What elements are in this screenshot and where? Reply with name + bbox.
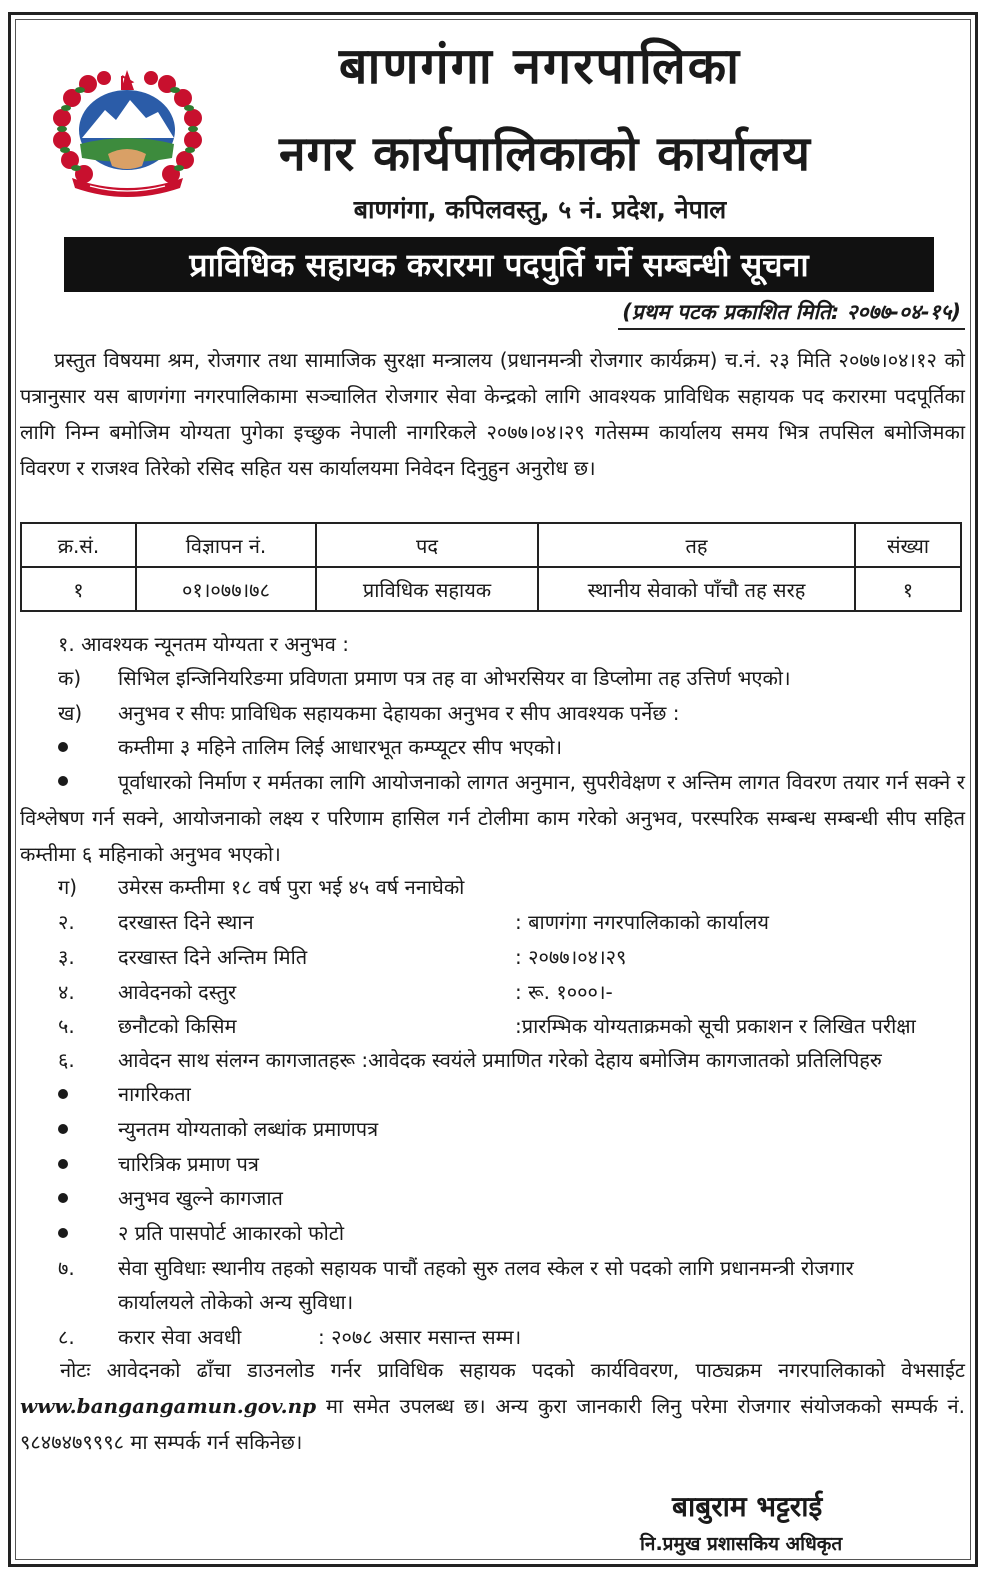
item-5-value: :प्रारम्भिक योग्यताक्रमको सूची प्रकाशन र लिखित परीक्षा	[515, 1014, 916, 1038]
table-cell: स्थानीय सेवाको पाँचौ तह सरह	[538, 567, 855, 611]
item-6-number: ६.	[58, 1048, 75, 1072]
note-text-1: नोटः आवेदनको ढाँचा डाउनलोड गर्नर प्राविधिक सहायक पदको कार्यविवरण, पाठ्यक्रम नगरपालिकाको वेभसाईट	[60, 1358, 965, 1382]
table-header-cell: तह	[538, 523, 855, 567]
bullet-icon	[58, 1089, 68, 1099]
skill-bullet-1: कम्तीमा ३ महिने तालिम लिई आधारभूत कम्प्यूटर सीप भएको।	[118, 735, 563, 759]
item-3-label: दरखास्त दिने अन्तिम मिति	[118, 945, 308, 969]
section-1-heading: १. आवश्यक न्यूनतम योग्यता र अनुभव :	[58, 632, 349, 656]
table-header-cell: पद	[316, 523, 538, 567]
item-ka-label: क)	[58, 666, 82, 690]
item-4-number: ४.	[58, 980, 75, 1004]
item-2-number: २.	[58, 910, 75, 934]
item-ga-label: ग)	[58, 875, 78, 899]
website-link[interactable]: www.bangangamun.gov.np	[20, 1394, 317, 1418]
nepal-emblem-icon	[50, 66, 205, 201]
signatory-name: बाबुराम भट्टराई	[672, 1490, 823, 1523]
item-7-number: ७.	[58, 1256, 75, 1280]
office-address: बाणगंगा, कपिलवस्तु, ५ नं. प्रदेश, नेपाल	[353, 195, 727, 224]
intro-paragraph: प्रस्तुत विषयमा श्रम, रोजगार तथा सामाजिक सुरक्षा मन्त्रालय (प्रधानमन्त्री रोजगार कार्यक्रम) च.नं. २३ मिति २०७७।०४।१२ को पत्रानुसार यस बाणगंगा नगरपालिकामा सञ्चालित रोजगार सेवा केन्द्रको लागि आवश्यक प्राविधिक सहायक पद करारमा पदपूर्तिका लागि निम्न बमोजिम योग्यता पुगेका इच्छुक नेपाली नागरिकले २०७७।०४।२९ गतेसम्म कार्यालय समय भित्र तपसिल बमोजिमका विवरण र राजश्व तिरेको रसिद सहित यस कार्यालयमा निवेदन दिनुहुन अनुरोध छ।	[20, 348, 965, 480]
item-8-label: करार सेवा अवधी	[118, 1325, 242, 1349]
note-text-2: मा समेत उपलब्ध छ। अन्य कुरा जानकारी लिनु परेमा रोजगार संयोजकको सम्पर्क नं. ९८४७४७९९९८ मा सम्पर्क गर्न सकिनेछ।	[20, 1394, 965, 1454]
bullet-icon	[58, 1228, 68, 1238]
published-date: (प्रथम पटक प्रकाशित मिति: २०७७-०४-१५)	[618, 298, 965, 330]
bullet-icon	[58, 1159, 68, 1169]
document-item: अनुभव खुल्ने कागजात	[118, 1186, 283, 1210]
item-4-label: आवेदनको दस्तुर	[118, 980, 237, 1004]
vacancy-table	[20, 522, 962, 612]
table-row	[21, 567, 961, 611]
municipality-name: बाणगंगा नगरपालिका	[338, 37, 742, 95]
bullet-icon	[58, 1124, 68, 1134]
table-header-cell: संख्या	[855, 523, 961, 567]
table-header-row	[21, 523, 961, 567]
item-5-label: छनौटको किसिम	[118, 1014, 237, 1038]
table-cell: १	[21, 567, 136, 611]
item-2-label: दरखास्त दिने स्थान	[118, 910, 254, 934]
item-8-value: : २०७८ असार मसान्त सम्म।	[318, 1325, 522, 1349]
item-3-value: : २०७७।०४।२९	[515, 945, 627, 969]
document-item: चारित्रिक प्रमाण पत्र	[118, 1152, 259, 1176]
skill-bullet-2: पूर्वाधारको निर्माण र मर्मतका लागि आयोजनाको लागत अनुमान, सुपरीवेक्षण र अन्तिम लागत विवरण तयार गर्न सक्ने र विश्लेषण गर्न सक्ने, आयोजनाको लक्ष्य र परिणाम हासिल गर्न टोलीमा काम गरेको अनुभव, परस्परिक सम्बन्ध सम्बन्धी सीप सहित कम्तीमा ६ महिनाको अनुभव भएको।	[20, 770, 965, 866]
office-name: नगर कार्यपालिकाको कार्यालय	[278, 126, 812, 182]
item-2-value: : बाणगंगा नगरपालिकाको कार्यालय	[515, 910, 769, 934]
signatory-designation: नि.प्रमुख प्रशासकिय अधिकृत	[640, 1533, 843, 1555]
bullet-icon	[58, 742, 68, 752]
notice-title: प्राविधिक सहायक करारमा पदपुर्ति गर्ने सम्बन्धी सूचना	[64, 237, 934, 292]
item-7-line-2: कार्यालयले तोकेको अन्य सुविधा।	[118, 1290, 354, 1314]
item-kha-label: ख)	[58, 701, 83, 725]
table-header-cell: क्र.सं.	[21, 523, 136, 567]
document-item: न्युनतम योग्यताको लब्धांक प्रमाणपत्र	[118, 1117, 379, 1141]
item-kha-text: अनुभव र सीपः प्राविधिक सहायकमा देहायका अनुभव र सीप आवश्यक पर्नेछ :	[118, 701, 680, 725]
table-cell: प्राविधिक सहायक	[316, 567, 538, 611]
note-paragraph	[20, 1352, 965, 1460]
item-5-number: ५.	[58, 1014, 75, 1038]
bullet-icon	[58, 1193, 68, 1203]
item-3-number: ३.	[58, 945, 75, 969]
item-7-line-1: सेवा सुविधाः स्थानीय तहको सहायक पाचौं तहको सुरु तलव स्केल र सो पदको लागि प्रधानमन्त्री रोजगार	[118, 1256, 854, 1280]
table-cell: ०१।०७७।७८	[136, 567, 316, 611]
document-item: २ प्रति पासपोर्ट आकारको फोटो	[118, 1221, 345, 1245]
item-8-number: ८.	[58, 1325, 75, 1349]
item-4-value: : रू. १०००।-	[515, 980, 613, 1004]
document-item: नागरिकता	[118, 1082, 191, 1106]
item-6-text: आवेदन साथ संलग्न कागजातहरू :आवेदक स्वयंले प्रमाणित गरेको देहाय बमोजिम कागजातको प्रतिलिपिहरु	[118, 1048, 882, 1072]
table-cell: १	[855, 567, 961, 611]
item-ga-text: उमेरस कम्तीमा १८ वर्ष पुरा भई ४५ वर्ष ननाघेको	[118, 875, 465, 899]
table-header-cell: विज्ञापन नं.	[136, 523, 316, 567]
item-ka-text: सिभिल इन्जिनियरिङमा प्रविणता प्रमाण पत्र तह वा ओभरसियर वा डिप्लोमा तह उत्तिर्ण भएको।	[118, 666, 791, 690]
